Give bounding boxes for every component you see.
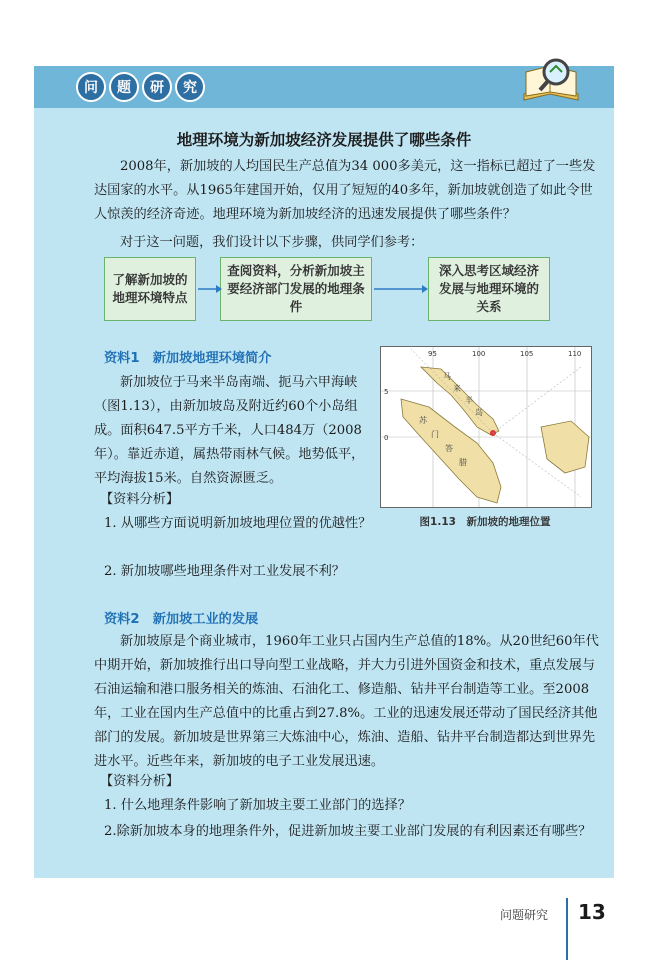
question-2: 2.除新加坡本身的地理条件外，促进新加坡主要工业部门发展的有利因素还有哪些？ xyxy=(104,824,592,839)
arrow-head-icon xyxy=(216,285,222,293)
step-box: 深入思考区域经济发展与地理环境的关系 xyxy=(428,257,550,321)
banner-char: 究 xyxy=(175,72,205,102)
lat-label: 0 xyxy=(384,434,389,442)
step-box: 了解新加坡的地理环境特点 xyxy=(104,257,196,321)
banner-char: 问 xyxy=(76,72,106,102)
resource1-text: 新加坡位于马来半岛南端、扼马六甲海峡（图1.13），由新加坡岛及附近约60个小岛组成。面积647.5平方千米，人口484万（2008年）。靠近赤道，属热带雨林气候。地势低平，平均海拔15米。自然资源匮乏。 xyxy=(94,375,365,486)
region-label: 门 xyxy=(431,430,439,439)
banner-char: 题 xyxy=(109,72,139,102)
question-2: 2. 新加坡哪些地理条件对工业发展不利？ xyxy=(104,564,345,579)
lon-label: 110 xyxy=(568,350,582,358)
region-label: 苏 xyxy=(419,416,427,425)
page-number: 13 xyxy=(578,900,606,924)
region-label: 岛 xyxy=(475,408,483,417)
lon-label: 100 xyxy=(472,350,486,358)
resource2-heading: 资料2 新加坡工业的发展 xyxy=(104,612,259,627)
footer-divider xyxy=(566,898,568,960)
analysis-label: 【资料分析】 xyxy=(100,774,180,789)
region-label: 半 xyxy=(465,396,473,405)
banner-char: 研 xyxy=(142,72,172,102)
lon-label: 105 xyxy=(520,350,534,358)
region-label: 腊 xyxy=(459,458,467,467)
intro-paragraph: 2008年，新加坡的人均国民生产总值为34 000多美元，这一指标已超过了一些发达国家的水平。从1965年建国开始，仅用了短短的40多年，新加坡就创造了如此令世人惊羡的经济奇迹。地理环境为新加坡经济的迅速发展提供了哪些条件？ xyxy=(94,159,596,222)
question-1: 1. 什么地理条件影响了新加坡主要工业部门的选择？ xyxy=(104,798,411,813)
singapore-location-map xyxy=(380,346,592,508)
lon-label: 95 xyxy=(428,350,437,358)
region-label: 来 xyxy=(453,384,461,393)
lat-label: 5 xyxy=(384,388,389,396)
arrow-head-icon xyxy=(422,285,428,293)
steps-intro: 对于这一问题，我们设计以下步骤，供同学们参考： xyxy=(120,235,424,250)
map-caption: 图1.13 新加坡的地理位置 xyxy=(419,516,551,528)
region-label: 马 xyxy=(443,372,451,381)
analysis-label: 【资料分析】 xyxy=(100,492,180,507)
resource2-text: 新加坡原是个商业城市，1960年工业只占国内生产总值的18%。从20世纪60年代中期开始，新加坡推行出口导向型工业战略，并大力引进外国资金和技术，重点发展与石油运输和港口服务相关的炼油、石油化工、修造船、钻井平台制造等工业。至2008年，工业在国内生产总值中的比重占到27.8%。工业的迅速发展还带动了国民经济其他部门的发展。新加坡是世界第三大炼油中心，炼油、造船、钻井平台制造都达到世界先进水平。近些年来，新加坡的电子工业发展迅速。 xyxy=(94,634,599,769)
resource1-heading: 资料1 新加坡地理环境简介 xyxy=(104,351,272,366)
page-title: 地理环境为新加坡经济发展提供了哪些条件 xyxy=(176,131,472,149)
question-1: 1. 从哪些方面说明新加坡地理位置的优越性？ xyxy=(104,516,372,531)
step-box: 查阅资料，分析新加坡主要经济部门发展的地理条件 xyxy=(220,257,372,321)
footer-section-label: 问题研究 xyxy=(500,908,549,922)
region-label: 答 xyxy=(445,444,453,453)
